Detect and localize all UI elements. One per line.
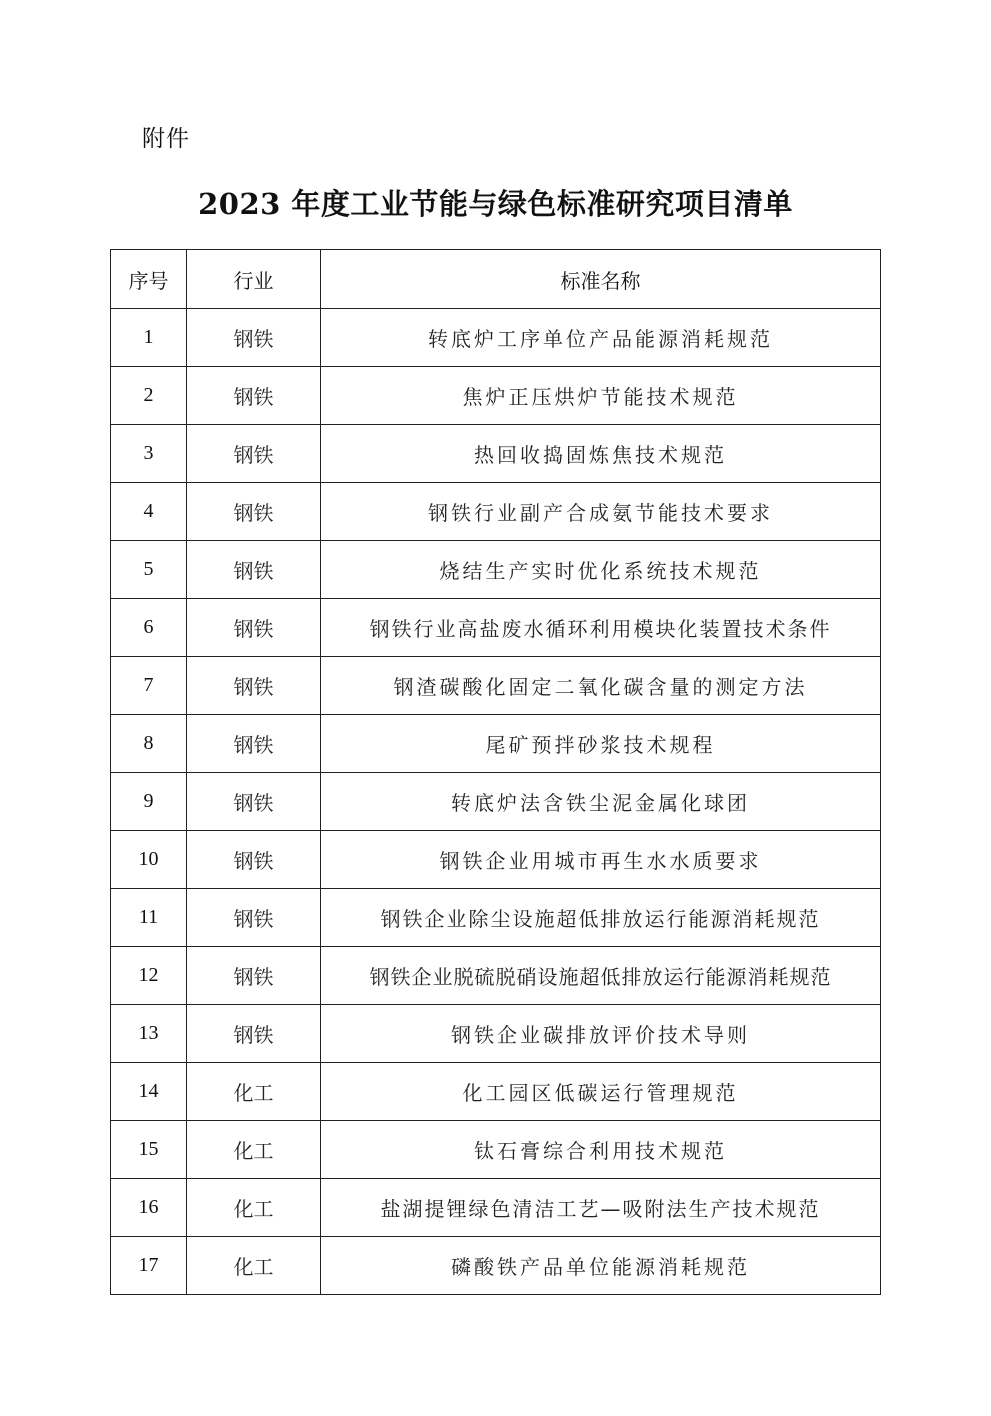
row-no: 10 bbox=[111, 831, 187, 889]
row-industry: 化工 bbox=[187, 1121, 321, 1179]
page-title: 2023 年度工业节能与绿色标准研究项目清单 bbox=[198, 187, 793, 221]
row-standard-name: 钢铁行业副产合成氨节能技术要求 bbox=[321, 483, 881, 541]
row-no: 13 bbox=[111, 1005, 187, 1063]
table-row bbox=[111, 483, 881, 541]
row-industry: 钢铁 bbox=[187, 831, 321, 889]
table-row bbox=[111, 715, 881, 773]
table-row bbox=[111, 1121, 881, 1179]
row-no: 5 bbox=[111, 541, 187, 599]
row-industry: 钢铁 bbox=[187, 773, 321, 831]
row-no: 16 bbox=[111, 1179, 187, 1237]
table-row bbox=[111, 1237, 881, 1295]
row-industry: 钢铁 bbox=[187, 425, 321, 483]
row-standard-name: 转底炉工序单位产品能源消耗规范 bbox=[321, 309, 881, 367]
row-standard-name: 焦炉正压烘炉节能技术规范 bbox=[321, 367, 881, 425]
row-standard-name: 尾矿预拌砂浆技术规程 bbox=[321, 715, 881, 773]
table-row bbox=[111, 1005, 881, 1063]
row-standard-name: 烧结生产实时优化系统技术规范 bbox=[321, 541, 881, 599]
row-standard-name: 钢铁企业除尘设施超低排放运行能源消耗规范 bbox=[321, 889, 881, 947]
row-no: 17 bbox=[111, 1237, 187, 1295]
header-standard-name: 标准名称 bbox=[321, 250, 881, 309]
row-standard-name: 磷酸铁产品单位能源消耗规范 bbox=[321, 1237, 881, 1295]
row-industry: 化工 bbox=[187, 1179, 321, 1237]
table-row bbox=[111, 541, 881, 599]
row-standard-name: 盐湖提锂绿色清洁工艺—吸附法生产技术规范 bbox=[321, 1179, 881, 1237]
row-standard-name: 钢铁行业高盐废水循环利用模块化装置技术条件 bbox=[321, 599, 881, 657]
row-standard-name: 转底炉法含铁尘泥金属化球团 bbox=[321, 773, 881, 831]
row-standard-name: 钛石膏综合利用技术规范 bbox=[321, 1121, 881, 1179]
row-industry: 化工 bbox=[187, 1237, 321, 1295]
row-industry: 钢铁 bbox=[187, 947, 321, 1005]
table-row bbox=[111, 889, 881, 947]
row-industry: 化工 bbox=[187, 1063, 321, 1121]
row-industry: 钢铁 bbox=[187, 1005, 321, 1063]
table-row bbox=[111, 599, 881, 657]
row-no: 3 bbox=[111, 425, 187, 483]
row-industry: 钢铁 bbox=[187, 657, 321, 715]
row-standard-name: 钢铁企业脱硫脱硝设施超低排放运行能源消耗规范 bbox=[321, 947, 881, 1005]
row-industry: 钢铁 bbox=[187, 309, 321, 367]
row-no: 14 bbox=[111, 1063, 187, 1121]
row-standard-name: 化工园区低碳运行管理规范 bbox=[321, 1063, 881, 1121]
row-standard-name: 钢铁企业碳排放评价技术导则 bbox=[321, 1005, 881, 1063]
table-row bbox=[111, 1063, 881, 1121]
table-row bbox=[111, 1179, 881, 1237]
row-no: 15 bbox=[111, 1121, 187, 1179]
table-row bbox=[111, 831, 881, 889]
table-row bbox=[111, 773, 881, 831]
row-standard-name: 钢渣碳酸化固定二氧化碳含量的测定方法 bbox=[321, 657, 881, 715]
attachment-label: 附件 bbox=[142, 126, 190, 152]
row-no: 11 bbox=[111, 889, 187, 947]
row-no: 12 bbox=[111, 947, 187, 1005]
row-no: 7 bbox=[111, 657, 187, 715]
row-no: 8 bbox=[111, 715, 187, 773]
row-no: 2 bbox=[111, 367, 187, 425]
row-industry: 钢铁 bbox=[187, 715, 321, 773]
table-row bbox=[111, 947, 881, 1005]
standards-table bbox=[110, 249, 881, 1295]
table-row bbox=[111, 657, 881, 715]
row-standard-name: 热回收捣固炼焦技术规范 bbox=[321, 425, 881, 483]
row-industry: 钢铁 bbox=[187, 889, 321, 947]
table-row bbox=[111, 309, 881, 367]
row-industry: 钢铁 bbox=[187, 599, 321, 657]
header-industry: 行业 bbox=[187, 250, 321, 309]
row-no: 9 bbox=[111, 773, 187, 831]
row-no: 6 bbox=[111, 599, 187, 657]
row-industry: 钢铁 bbox=[187, 541, 321, 599]
table-row bbox=[111, 425, 881, 483]
table-row bbox=[111, 367, 881, 425]
row-industry: 钢铁 bbox=[187, 483, 321, 541]
row-no: 1 bbox=[111, 309, 187, 367]
header-no: 序号 bbox=[111, 250, 187, 309]
table-header-row bbox=[111, 250, 881, 309]
row-standard-name: 钢铁企业用城市再生水水质要求 bbox=[321, 831, 881, 889]
row-no: 4 bbox=[111, 483, 187, 541]
row-industry: 钢铁 bbox=[187, 367, 321, 425]
